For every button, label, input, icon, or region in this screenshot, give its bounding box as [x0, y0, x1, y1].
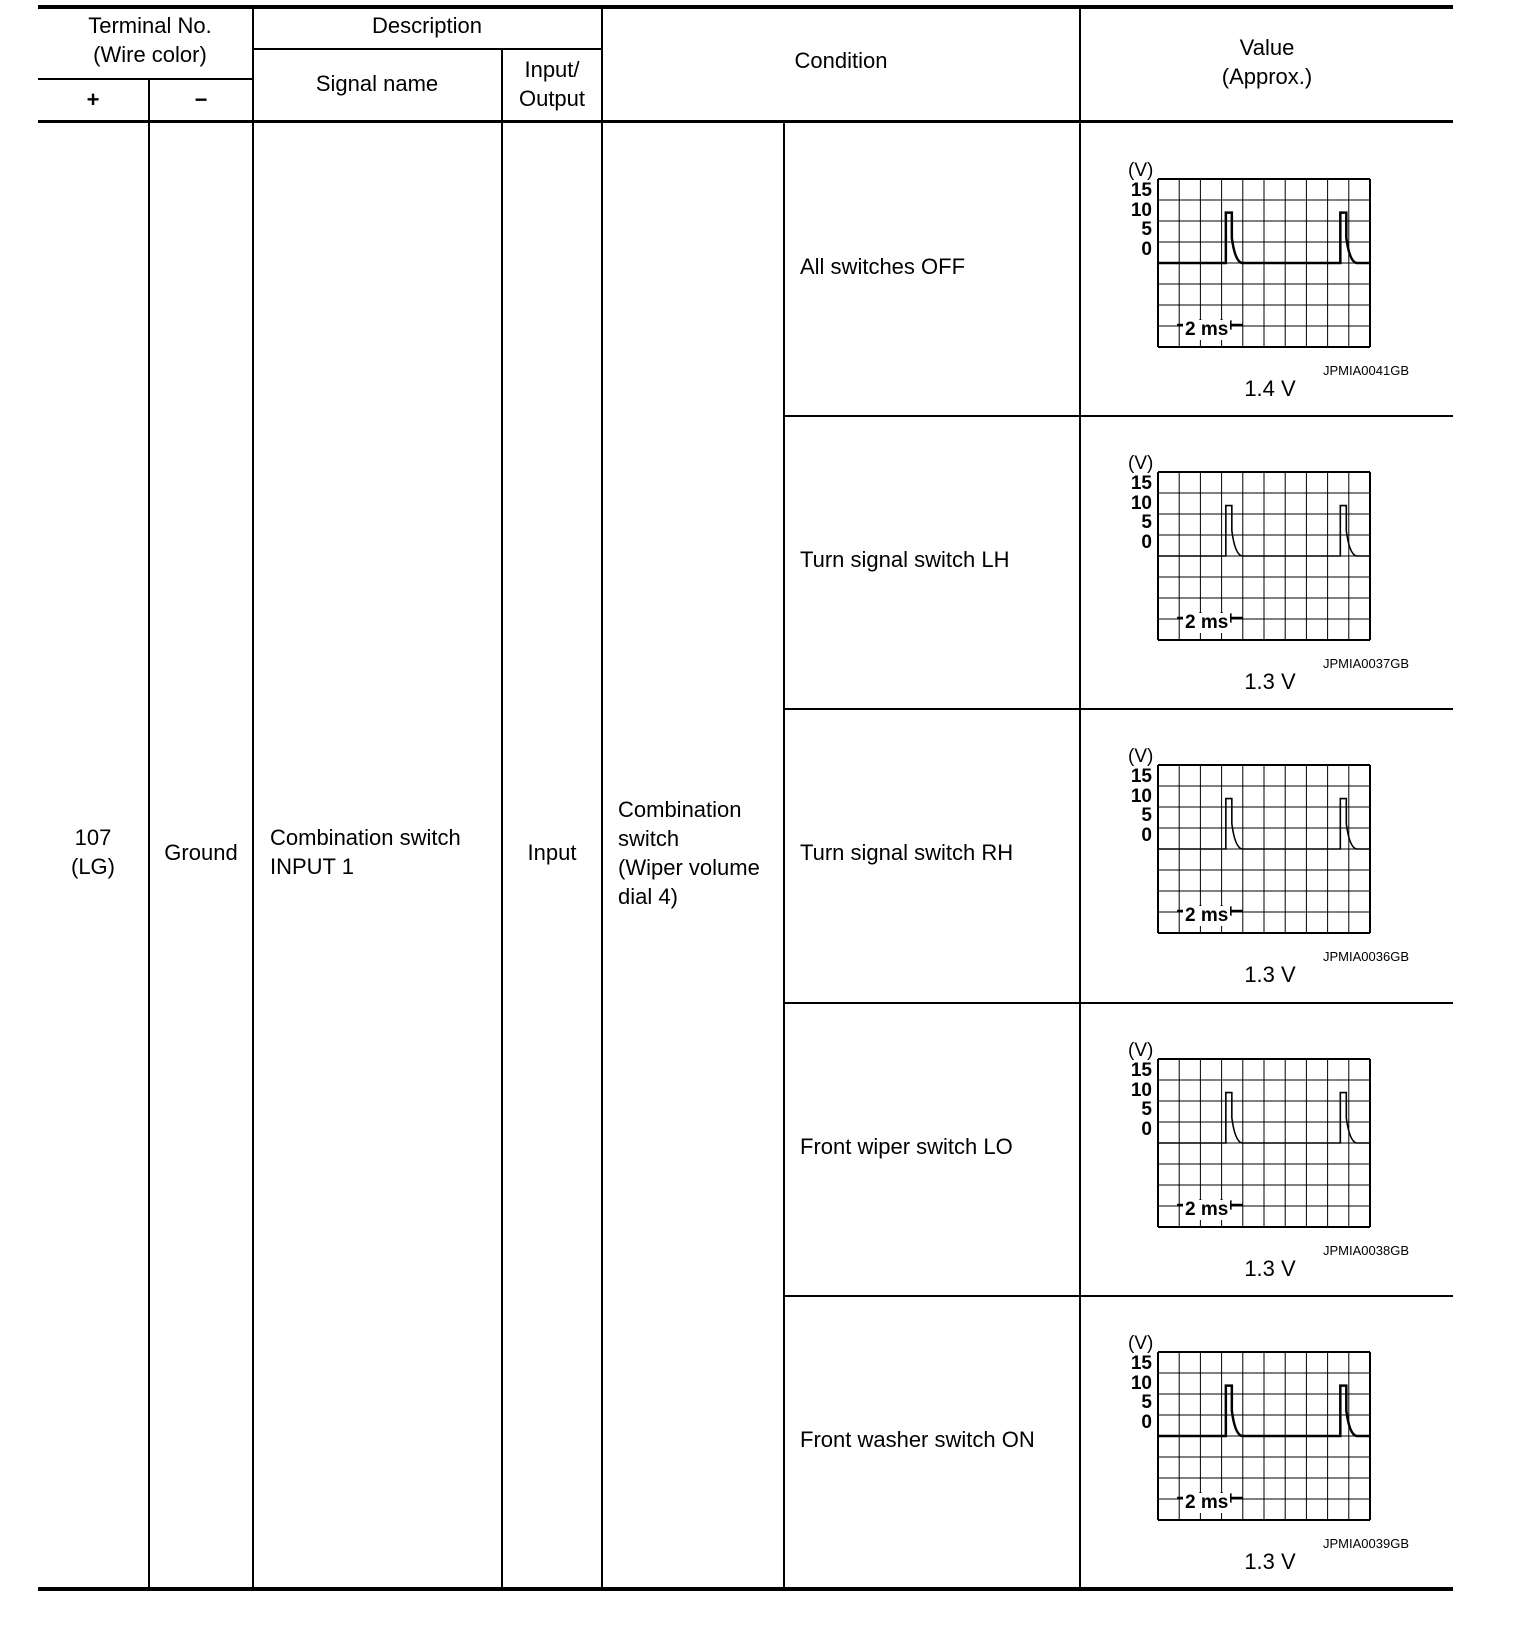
scope-y-tick: 15	[1130, 766, 1152, 787]
figure-id: JPMIA0038GB	[1323, 1243, 1409, 1258]
figure-id: JPMIA0037GB	[1323, 656, 1409, 671]
scope-y-tick: 10	[1130, 200, 1152, 221]
rule-sub-2	[785, 708, 1453, 710]
rule-header-terminal	[38, 78, 253, 80]
scope-y-tick: 0	[1141, 1119, 1152, 1140]
approx-value: 1.3 V	[1244, 669, 1296, 694]
oscilloscope-figure	[1110, 746, 1430, 995]
signal-name-line1: Combination switch	[270, 825, 461, 850]
approx-value: 1.3 V	[1244, 1256, 1296, 1281]
header-wire-color: (Wire color)	[93, 42, 207, 67]
figure-id: JPMIA0036GB	[1323, 949, 1409, 964]
header-minus: −	[194, 87, 208, 112]
approx-value: 1.3 V	[1244, 1549, 1296, 1574]
scope-y-tick: 10	[1130, 786, 1152, 807]
scope-y-tick: 15	[1130, 1353, 1152, 1374]
terminal-number: 107	[74, 825, 112, 850]
header-condition: Condition	[794, 48, 888, 73]
terminal-wire-color: (LG)	[71, 854, 115, 879]
header-value-line1: Value	[1239, 35, 1295, 60]
scope-time-label: 2 ms	[1185, 905, 1229, 926]
scope-y-tick: 5	[1141, 219, 1152, 240]
rule-sub-4	[785, 1295, 1453, 1297]
scope-y-tick: 5	[1141, 1099, 1152, 1120]
col-line-5	[783, 120, 785, 1589]
col-line-1	[148, 78, 150, 1589]
scope-y-tick: 0	[1141, 825, 1152, 846]
scope-y-tick: 10	[1130, 1080, 1152, 1101]
scope-y-tick: 15	[1130, 473, 1152, 494]
scope-y-tick: 0	[1141, 1412, 1152, 1433]
col-line-4	[601, 5, 603, 1589]
scope-y-tick: 5	[1141, 805, 1152, 826]
col-line-2	[252, 5, 254, 1589]
oscilloscope-figure	[1110, 453, 1430, 702]
rule-sub-3	[785, 1002, 1453, 1004]
col-line-6	[1079, 5, 1081, 1589]
scope-y-tick: 15	[1130, 180, 1152, 201]
scope-unit-label: (V)	[1128, 160, 1154, 181]
scope-unit-label: (V)	[1128, 453, 1154, 474]
scope-y-tick: 0	[1141, 239, 1152, 260]
sub-condition-label: Front washer switch ON	[800, 1426, 1035, 1452]
col-line-3	[501, 48, 503, 1589]
input-output: Input	[527, 840, 577, 865]
scope-time-label: 2 ms	[1185, 1199, 1229, 1220]
condition-line4: dial 4)	[618, 884, 678, 909]
sub-condition-label: Front wiper switch LO	[800, 1133, 1013, 1159]
header-signal-name: Signal name	[315, 71, 439, 96]
scope-y-tick: 5	[1141, 1392, 1152, 1413]
scope-time-label: 2 ms	[1185, 612, 1229, 633]
rule-header-bottom	[38, 120, 1453, 123]
header-plus: +	[86, 87, 100, 112]
scope-unit-label: (V)	[1128, 746, 1154, 767]
approx-value: 1.3 V	[1244, 962, 1296, 987]
header-io-line2: Output	[518, 86, 586, 111]
oscilloscope-figure	[1110, 160, 1430, 409]
scope-y-tick: 10	[1130, 1373, 1152, 1394]
oscilloscope-figure	[1110, 1040, 1430, 1289]
figure-id: JPMIA0039GB	[1323, 1536, 1409, 1551]
signal-name-line2: INPUT 1	[270, 854, 354, 879]
rule-top	[38, 5, 1453, 9]
scope-y-tick: 10	[1130, 493, 1152, 514]
scope-time-label: 2 ms	[1185, 1492, 1229, 1513]
sub-condition-label: Turn signal switch LH	[800, 546, 1010, 572]
rule-header-desc	[253, 48, 603, 50]
approx-value: 1.4 V	[1244, 376, 1296, 401]
header-io-line1: Input/	[524, 57, 580, 82]
sub-condition-label: Turn signal switch RH	[800, 839, 1014, 865]
condition-line2: switch	[618, 826, 680, 851]
condition-line3: (Wiper volume	[618, 855, 760, 880]
scope-y-tick: 0	[1141, 532, 1152, 553]
scope-y-tick: 5	[1141, 512, 1152, 533]
header-value-line2: (Approx.)	[1221, 64, 1313, 89]
header-terminal-no: Terminal No.	[88, 13, 212, 38]
rule-sub-1	[785, 415, 1453, 417]
sub-condition-label: All switches OFF	[800, 253, 966, 279]
minus-terminal: Ground	[164, 840, 238, 865]
figure-id: JPMIA0041GB	[1323, 363, 1409, 378]
condition-line1: Combination	[618, 797, 742, 822]
oscilloscope-figure	[1110, 1333, 1430, 1582]
scope-time-label: 2 ms	[1185, 319, 1229, 340]
scope-unit-label: (V)	[1128, 1333, 1154, 1354]
scope-unit-label: (V)	[1128, 1040, 1154, 1061]
header-description: Description	[371, 13, 483, 38]
scope-y-tick: 15	[1130, 1060, 1152, 1081]
rule-bottom	[38, 1587, 1453, 1591]
